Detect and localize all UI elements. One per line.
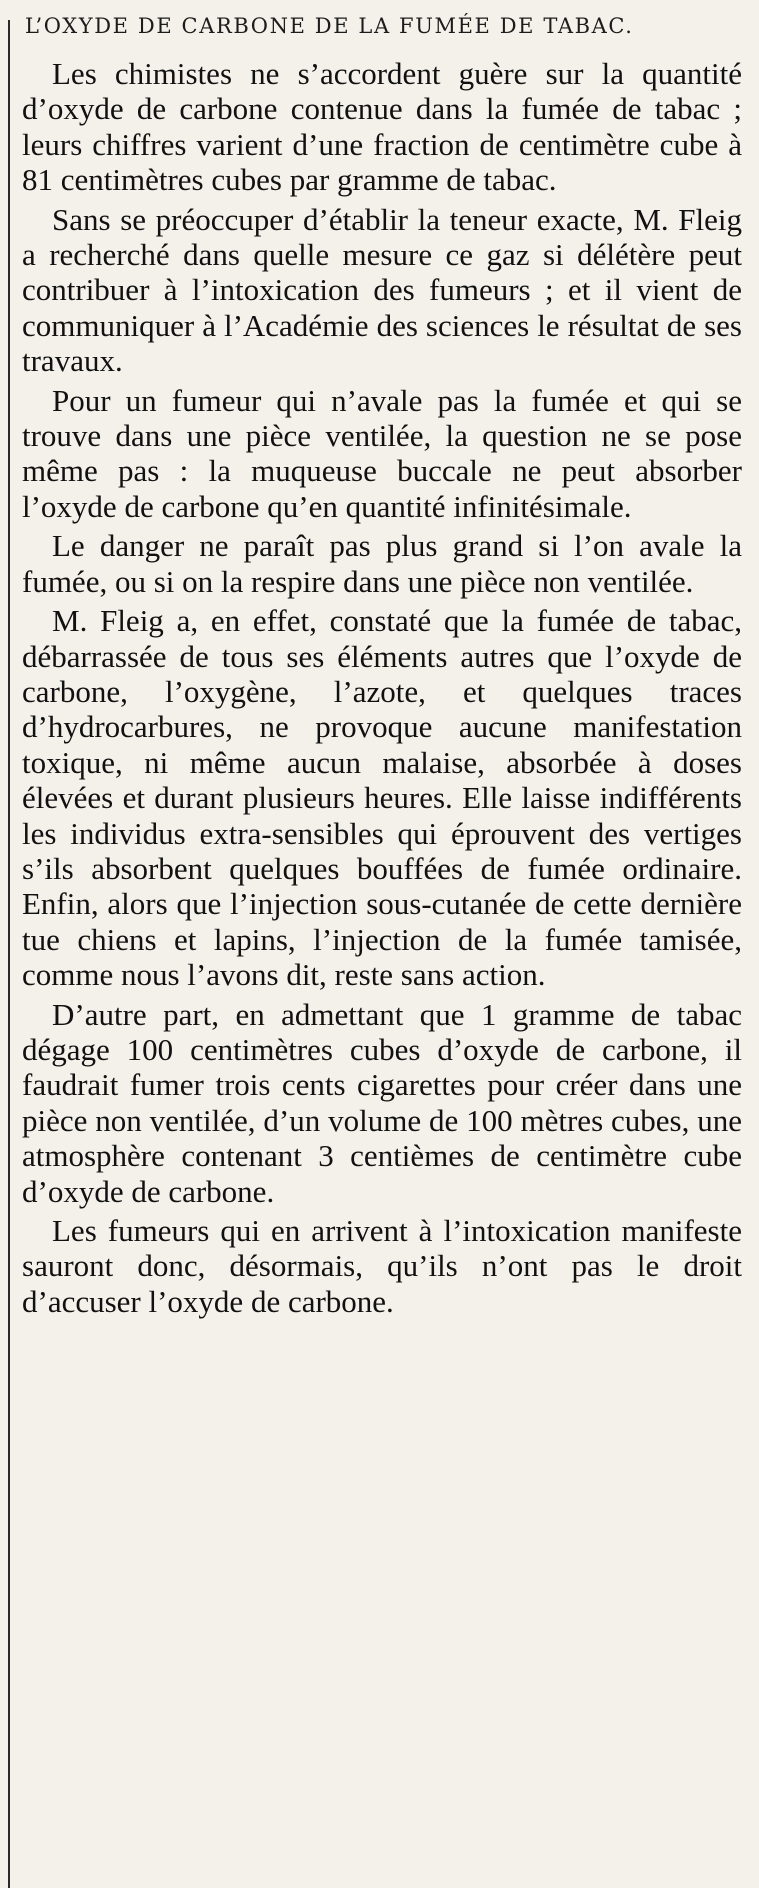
article-title: L’OXYDE DE CARBONE DE LA FUMÉE DE TABAC. <box>25 14 634 38</box>
paragraph-6: D’autre part, en admettant que 1 gramme de tabac dégage 100 centimètres cubes d’oxyde de carbone, il faudrait fumer trois cents cigarettes pour créer dans une pièce non ventilée, d’un volume de 100 mètres cubes, une atmosphère contenant 3 centièmes de centimètre cube d’oxyde de carbone. <box>22 996 742 1209</box>
article-body <box>22 56 742 1319</box>
paragraph-7: Les fumeurs qui en arrivent à l’intoxication manifeste sauront donc, désormais, qu’ils n’ont pas le droit d’accuser l’oxyde de carbone. <box>22 1213 742 1319</box>
paragraph-2: Sans se préoccuper d’établir la teneur exacte, M. Fleig a recherché dans quelle mesure ce gaz si délétère peut contribuer à l’intoxication des fumeurs ; et il vient de communiquer à l’Académie des sciences le résultat de ses travaux. <box>22 201 742 379</box>
paragraph-1: Les chimistes ne s’accordent guère sur la quantité d’oxyde de carbone contenue dans la fumée de tabac ; leurs chiffres varient d’une fraction de centimètre cube à 81 centimètres cubes par gramme de tabac. <box>22 56 742 198</box>
paragraph-3: Pour un fumeur qui n’avale pas la fumée et qui se trouve dans une pièce ventilée, la question ne se pose même pas : la muqueuse buccale ne peut absorber l’oxyde de carbone qu’en quantité infinitésimale. <box>22 382 742 524</box>
paragraph-5: M. Fleig a, en effet, constaté que la fumée de tabac, débarrassée de tous ses éléments autres que l’oxyde de carbone, l’oxygène, l’azote, et quelques traces d’hydrocarbures, ne provoque aucune manifestation toxique, ni même aucun malaise, absorbée à doses élevées et durant plusieurs heures. Elle laisse indifférents les individus extra-sensibles qui éprouvent des vertiges s’ils absorbent quelques bouffées de fumée ordinaire. Enfin, alors que l’injection sous-cutanée de cette dernière tue chiens et lapins, l’injection de la fumée tamisée, comme nous l’avons dit, reste sans action. <box>22 603 742 993</box>
paragraph-4: Le danger ne paraît pas plus grand si l’on avale la fumée, ou si on la respire dans une pièce non ventilée. <box>22 528 742 599</box>
column-rule <box>8 20 10 1888</box>
